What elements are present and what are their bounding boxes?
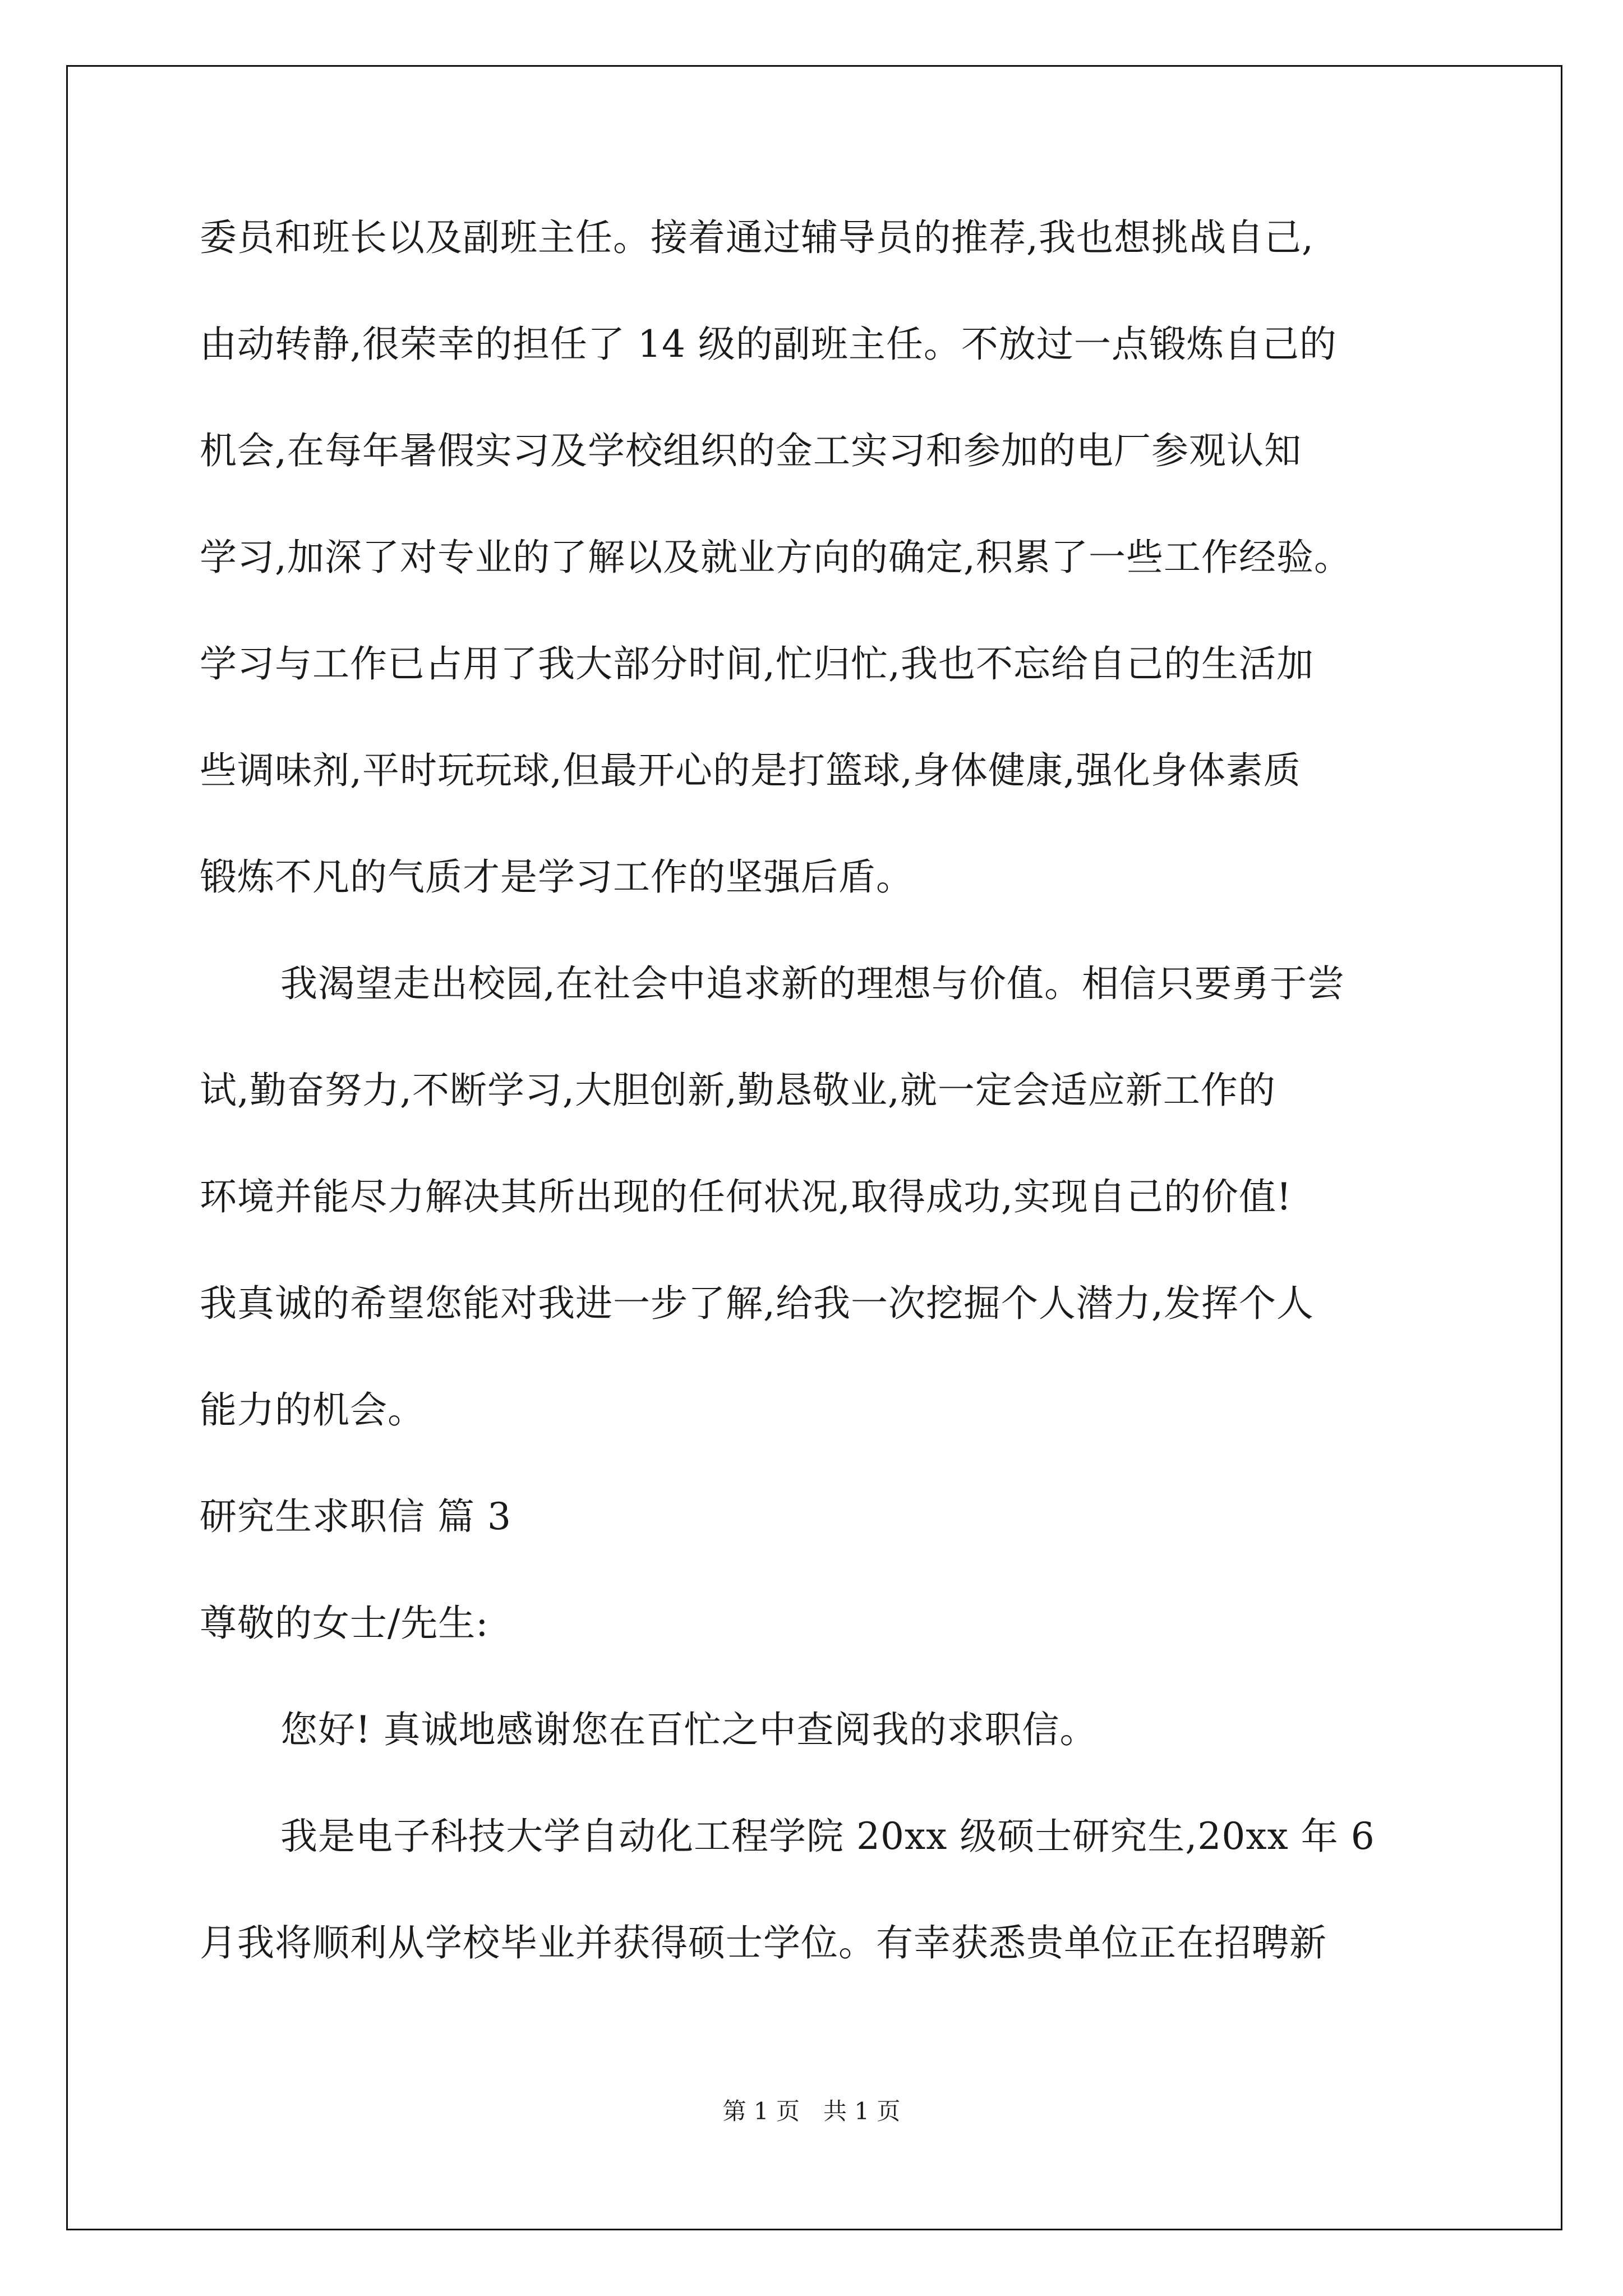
body-line: 能力的机会。 bbox=[200, 1388, 425, 1432]
page-border bbox=[66, 65, 1562, 2230]
body-line: 月我将顺利从学校毕业并获得硕士学位。有幸获悉贵单位正在招聘新 bbox=[200, 1921, 1327, 1964]
body-line: 我是电子科技大学自动化工程学院 20xx 级硕士研究生,20xx 年 6 bbox=[280, 1815, 1375, 1858]
body-line: 学习与工作已占用了我大部分时间,忙归忙,我也不忘给自己的生活加 bbox=[200, 642, 1314, 685]
body-line: 由动转静,很荣幸的担任了 14 级的副班主任。不放过一点锻炼自己的 bbox=[200, 323, 1337, 366]
body-line: 机会,在每年暑假实习及学校组织的金工实习和参加的电厂参观认知 bbox=[200, 429, 1302, 472]
body-line: 学习,加深了对专业的了解以及就业方向的确定,积累了一些工作经验。 bbox=[200, 536, 1352, 579]
body-line: 锻炼不凡的气质才是学习工作的坚强后盾。 bbox=[200, 855, 914, 899]
body-line: 试,勤奋努力,不断学习,大胆创新,勤恳敬业,就一定会适应新工作的 bbox=[200, 1069, 1276, 1112]
body-line: 些调味剂,平时玩玩球,但最开心的是打篮球,身体健康,强化身体素质 bbox=[200, 749, 1301, 792]
body-line: 您好! 真诚地感谢您在百忙之中查阅我的求职信。 bbox=[280, 1708, 1098, 1751]
body-line: 我真诚的希望您能对我进一步了解,给我一次挖掘个人潜力,发挥个人 bbox=[200, 1282, 1314, 1325]
body-line: 委员和班长以及副班主任。接着通过辅导员的推荐,我也想挑战自己, bbox=[200, 216, 1314, 259]
body-line: 环境并能尽力解决其所出现的任何状况,取得成功,实现自己的价值! bbox=[200, 1175, 1292, 1218]
salutation: 尊敬的女士/先生: bbox=[200, 1602, 489, 1645]
page-footer: 第 1 页 共 1 页 bbox=[722, 2097, 901, 2125]
section-heading: 研究生求职信 篇 3 bbox=[200, 1495, 511, 1538]
body-line: 我渴望走出校园,在社会中追求新的理想与价值。相信只要勇于尝 bbox=[280, 962, 1345, 1005]
